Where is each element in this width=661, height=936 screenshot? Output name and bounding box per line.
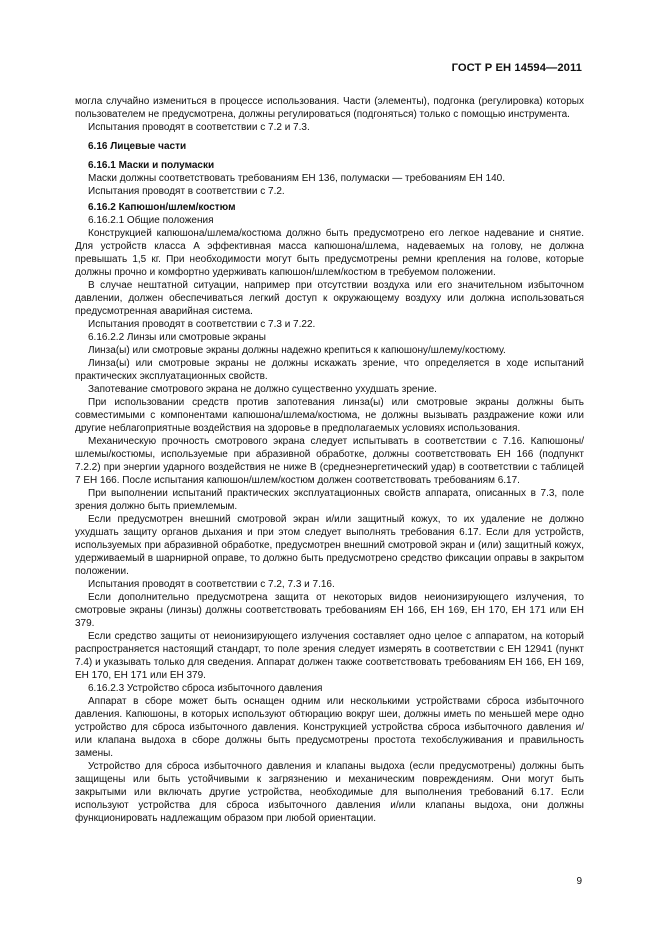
- paragraph: При использовании средств против запотевания линза(ы) или смотровые экраны должны быть совместимыми с компонентами капюшона/шлема/костюма, не должны вызывать раздражение кожи или другие неблагоприятные воздействия на здоровье в предполагаемых условиях использования.: [75, 397, 584, 434]
- paragraph: Если дополнительно предусмотрена защита от некоторых видов неионизирующего излучения, то смотровые экраны (линзы) должны соответствовать требованиям ЕН 166, ЕН 169, ЕН 170, ЕН 171 или ЕН 379.: [75, 592, 584, 629]
- paragraph: Маски должны соответствовать требованиям ЕН 136, полумаски — требованиям ЕН 140.: [88, 173, 505, 184]
- paragraph: Запотевание смотрового экрана не должно существенно ухудшать зрение.: [88, 384, 437, 395]
- document-body: [75, 95, 584, 825]
- paragraph: При выполнении испытаний практических эксплуатационных свойств аппарата, описанных в 7.3, поле зрения должно быть приемлемым.: [75, 488, 584, 512]
- section-heading: 6.16 Лицевые части: [88, 141, 187, 152]
- paragraph: Аппарат в сборе может быть оснащен одним или несколькими устройствами сброса избыточного давления. Капюшоны, в которых используют обтюрацию вокруг шеи, должны иметь по меньшей мере одно устройство для сброса избыточного давления. Конструкцией устройства сброса избыточного давления и/или клапана выдоха в сборе должны быть предусмотрены простота техобслуживания и правильность замены.: [75, 696, 584, 759]
- page-number: 9: [576, 876, 582, 887]
- paragraph: Испытания проводят в соответствии с 7.2, 7.3 и 7.16.: [88, 579, 335, 590]
- paragraph: Механическую прочность смотрового экрана следует испытывать в соответствии с 7.16. Капюшоны/шлемы/костюмы, используемые при абразивной обработке, должны соответствовать ЕН 166 (подпункт 7.2.2) при энергии ударного воздействия не ниже В (среднеэнергетический удар) в соответствии с таблицей 7 ЕН 166. После испытания капюшон/шлем/костюм должен соответствовать требованиям 6.17.: [75, 436, 584, 486]
- subsection-heading: 6.16.1 Маски и полумаски: [88, 160, 215, 171]
- paragraph: Линза(ы) или смотровые экраны не должны искажать зрение, что определяется в ходе испытаний практических эксплуатационных свойств.: [75, 358, 584, 382]
- clause-heading: 6.16.2.3 Устройство сброса избыточного давления: [88, 683, 323, 694]
- document-header: ГОСТ Р ЕН 14594—2011: [451, 62, 582, 74]
- paragraph: Устройство для сброса избыточного давления и клапаны выдоха (если предусмотрены) должны быть защищены или быть устойчивыми к загрязнению и механическим повреждениям. Они могут быть закрытыми или включать другие устройства, необходимые для выполнения требований 6.17. Если используют устройства для сброса избыточного давления и/или клапаны выдоха, они должны функционировать надлежащим образом при любой ориентации.: [75, 761, 584, 824]
- clause-heading: 6.16.2.1 Общие положения: [88, 215, 214, 226]
- paragraph: Испытания проводят в соответствии с 7.2.: [88, 186, 285, 197]
- paragraph: Конструкцией капюшона/шлема/костюма должно быть предусмотрено его легкое надевание и снятие. Для устройств класса А эффективная масса капюшона/шлема, надеваемых на голову, не должна превышать 1,5 кг. При необходимости могут быть предусмотрены ремни крепления на голове, которые должны прочно и комфортно удерживать капюшон/шлем/костюм в требуемом положении.: [75, 228, 584, 278]
- clause-heading: 6.16.2.2 Линзы или смотровые экраны: [88, 332, 266, 343]
- paragraph: Линза(ы) или смотровые экраны должны надежно крепиться к капюшону/шлему/костюму.: [88, 345, 506, 356]
- paragraph: Если предусмотрен внешний смотровой экран и/или защитный кожух, то их удаление не должно ухудшать защиту органов дыхания и при этом следует выполнять требования 6.17. Если для устройств, используемых при абразивной обработке, предусмотрен внешний смотровой экран и (или) защитный кожух, удерживаемый в шарнирной оправе, то должно быть предусмотрено средство фиксации оправы в закрытом положении.: [75, 514, 584, 577]
- subsection-heading: 6.16.2 Капюшон/шлем/костюм: [88, 202, 236, 213]
- paragraph: В случае нештатной ситуации, например при отсутствии воздуха или его значительном избыточном давлении, должен обеспечиваться легкий доступ к окружающему воздуху или должна использоваться предусмотренная аварийная система.: [75, 280, 584, 317]
- paragraph: Если средство защиты от неионизирующего излучения составляет одно целое с аппаратом, на который распространяется настоящий стандарт, то поле зрения следует измерять в соответствии с ЕН 12941 (пункт 7.4) и указывать только для сведения. Аппарат должен также соответствовать требованиям ЕН 166, ЕН 169, ЕН 170, ЕН 171 или ЕН 379.: [75, 631, 584, 681]
- paragraph: Испытания проводят в соответствии с 7.3 и 7.22.: [88, 319, 316, 330]
- paragraph: могла случайно измениться в процессе использования. Части (элементы), подгонка (регулировка) которых пользователем не предусмотрена, должны регулироваться (подгоняться) только с помощью инструмента.: [75, 96, 584, 120]
- paragraph: Испытания проводят в соответствии с 7.2 и 7.3.: [88, 122, 310, 133]
